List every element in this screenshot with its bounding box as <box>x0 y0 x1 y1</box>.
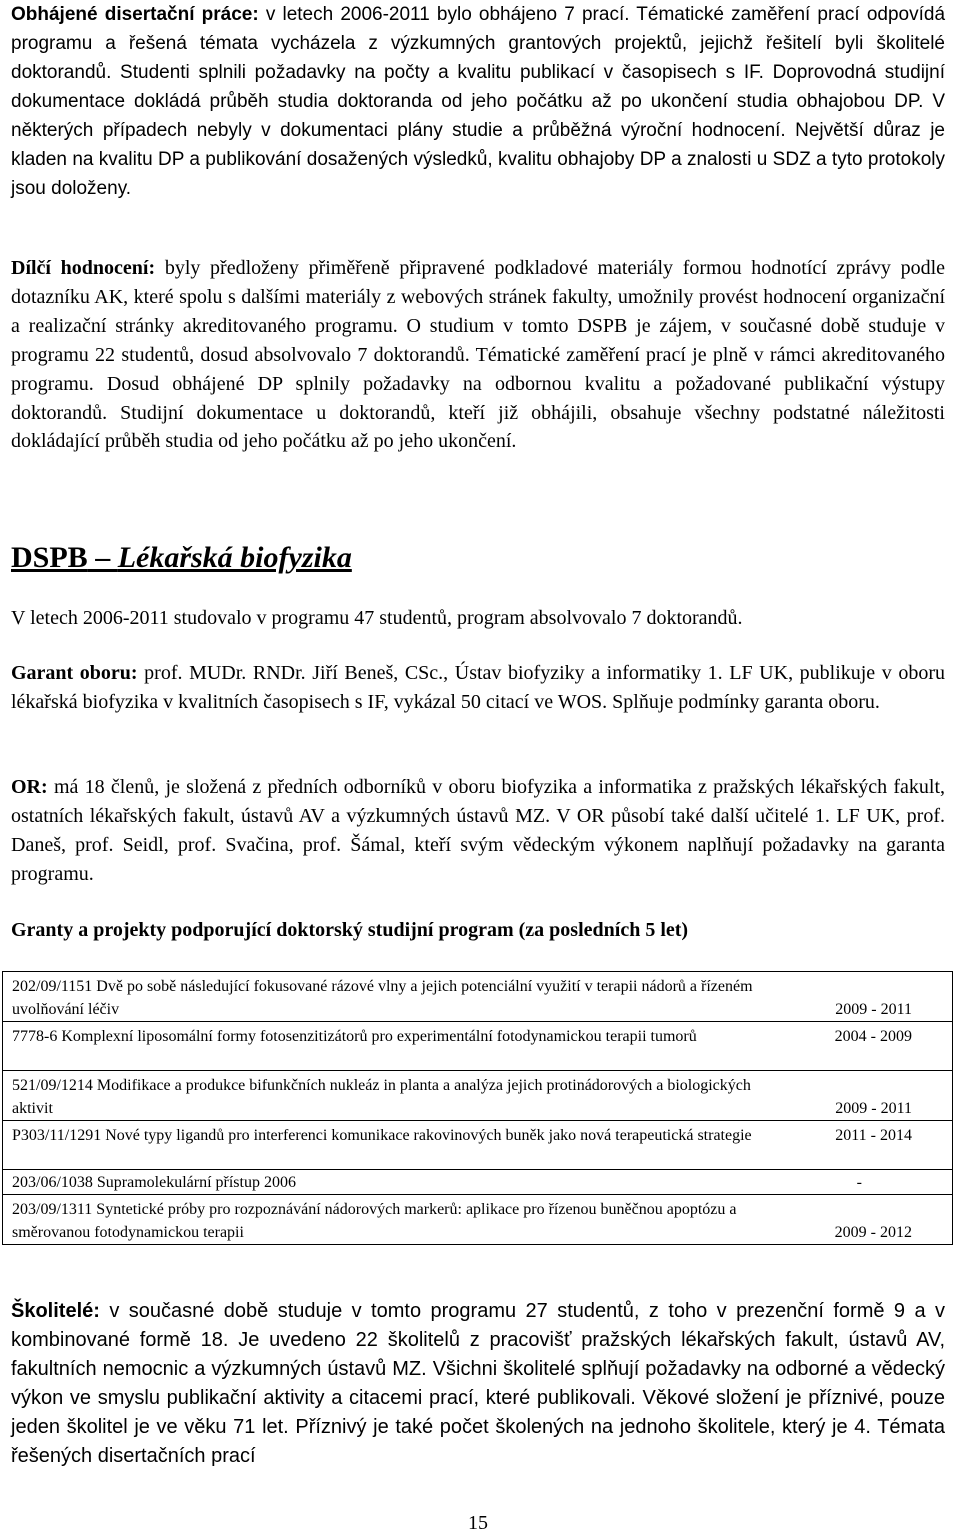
grant-description: 7778-6 Komplexní liposomální formy fotosenzitizátorů pro experimentální fotodynamickou terapii tumorů <box>12 1028 697 1045</box>
supervisors-label: Školitelé: <box>11 1300 100 1322</box>
section-heading-prefix: DSPB <box>11 541 88 574</box>
table-row <box>3 972 953 1022</box>
supervisors-text: v současné době studuje v tomto programu 27 studentů, z toho v prezenční formě 9 a v kombinované formě 18. Je uvedeno 22 školitelů z pracovišť pražských lékařských fakult, ústavů AV, fakultních nemocnic a výzkumných ústavů MZ. Všichni školitelé splňují požadavky na odborné a vědecký výkon ve smyslu publikační aktivity a citacemi prací, které publikovali. Věkové složení je příznivé, pouze jeden školitel je ve věku 71 let. Příznivý je také počet školených na jednoho školitele, který je 4. Témata řešených disertačních prací <box>11 1300 945 1467</box>
supervisors-paragraph <box>11 1297 945 1471</box>
partial-evaluation-paragraph <box>11 254 945 456</box>
grant-description: 203/06/1038 Supramolekulární přístup 2006 <box>12 1174 296 1191</box>
grant-years: 2011 - 2014 <box>835 1127 912 1144</box>
grant-description: 202/09/1151 Dvě po sobě následující fokusované rázové vlny a jejich potenciální využití v terapii nádorů a řízeném uvolňování léčiv <box>12 978 753 1018</box>
partial-evaluation-text: byly předloženy přiměřeně připravené podkladové materiály formou hodnotící zprávy podle dotazníku AK, které spolu s dalšími materiály z webových stránek fakulty, umožnily provést hodnocení organizační a realizační stránky akreditovaného programu. O studium v tomto DSPB je zájem, v současné době studuje v programu 22 studentů, dosud absolvovalo 7 doktorandů. Tématické zaměření prací je plně v rámci akreditovaného programu. Dosud obhájené DP splnily požadavky na odbornou kvalitu a požadované publikační výstupy doktorandů. Studijní dokumentace u doktorandů, kteří již obhájili, obsahuje všechny podstatné náležitosti dokládající průběh studia od jeho počátku až po jeho ukončení. <box>11 257 946 453</box>
table-row <box>3 1071 953 1121</box>
guarantor-label: Garant oboru: <box>11 662 138 684</box>
grant-cell <box>3 972 953 1022</box>
defended-theses-text: v letech 2006-2011 bylo obhájeno 7 prací. Tématické zaměření prací odpovídá programu a řešená témata vycházela z výzkumných grantových projektů, jejichž řešitelí byli školitelé doktorandů. Studenti splnili požadavky na počty a kvalitu publikací v časopisech s IF. Doprovodná studijní dokumentace dokládá průběh studia doktoranda od jeho počátku až po ukončení studia obhajobou DP. V některých případech nebyly v dokumentaci plány studie a průběžná výroční hodnocení. Největší důraz je kladen na kvalitu DP a publikování dosažených výsledků, kvalitu obhajoby DP a znalosti u SDZ a tyto protokoly jsou doloženy. <box>11 4 946 199</box>
grant-description: 521/09/1214 Modifikace a produkce bifunkčních nukleáz in planta a analýza jejich protinádorových a biologických aktivit <box>12 1077 751 1117</box>
grant-cell <box>3 1022 953 1071</box>
table-row <box>3 1170 953 1195</box>
grants-table <box>2 971 953 1245</box>
defended-theses-paragraph <box>11 0 945 203</box>
guarantor-name: prof. MUDr. RNDr. Jiří Beneš, CSc. <box>137 662 444 684</box>
guarantor-paragraph <box>11 659 945 717</box>
defended-theses-label: Obhájené disertační práce: <box>11 4 259 25</box>
section-heading <box>11 538 945 578</box>
grant-years: 2009 - 2011 <box>835 1100 912 1117</box>
study-summary: V letech 2006-2011 studovalo v programu 47 studentů, program absolvovalo 7 doktorandů. <box>11 607 743 629</box>
section-heading-dash: – <box>87 541 118 574</box>
grant-years: - <box>856 1174 862 1191</box>
table-row <box>3 1195 953 1245</box>
board-label: OR: <box>11 776 48 798</box>
grant-cell <box>3 1121 953 1170</box>
grants-heading: Granty a projekty podporující doktorský studijní program (za posledních 5 let) <box>11 919 689 941</box>
grant-years: 2009 - 2011 <box>835 1001 912 1018</box>
guarantor-text: , Ústav biofyziky a informatiky 1. LF UK, publikuje v oboru lékařská biofyzika v kvalitních časopisech s IF, vykázal 50 citací ve WOS. Splňuje podmínky garanta oboru. <box>11 662 946 713</box>
table-row <box>3 1121 953 1170</box>
grant-cell <box>3 1071 953 1121</box>
table-row <box>3 1022 953 1071</box>
grant-cell <box>3 1195 953 1245</box>
grant-description: P303/11/1291 Nové typy ligandů pro interferenci komunikace rakovinových buněk jako nová terapeutická strategie <box>12 1127 752 1144</box>
grant-description: 203/09/1311 Syntetické próby pro rozpoznávání nádorových markerů: aplikace pro řízenou buněčnou apoptózu a směrovanou fotodynamickou terapii <box>12 1201 737 1241</box>
grant-cell <box>3 1170 953 1195</box>
grant-years: 2004 - 2009 <box>834 1028 912 1045</box>
board-text: má 18 členů, je složená z předních odborníků v oboru biofyzika a informatika z pražských lékařských fakult, ostatních lékařských fakult, ústavů AV a výzkumných ústavů MZ. V OR působí také další učitelé 1. LF UK, prof. Daneš, prof. Seidl, prof. Svačina, prof. Šámal, kteří svým vědeckým výkonem naplňují požadavky na garanta programu. <box>11 776 945 885</box>
partial-evaluation-label: Dílčí hodnocení: <box>11 257 156 279</box>
board-paragraph <box>11 773 945 889</box>
section-heading-name: Lékařská biofyzika <box>117 541 352 574</box>
grant-years: 2009 - 2012 <box>834 1224 912 1241</box>
page-number: 15 <box>468 1512 488 1534</box>
